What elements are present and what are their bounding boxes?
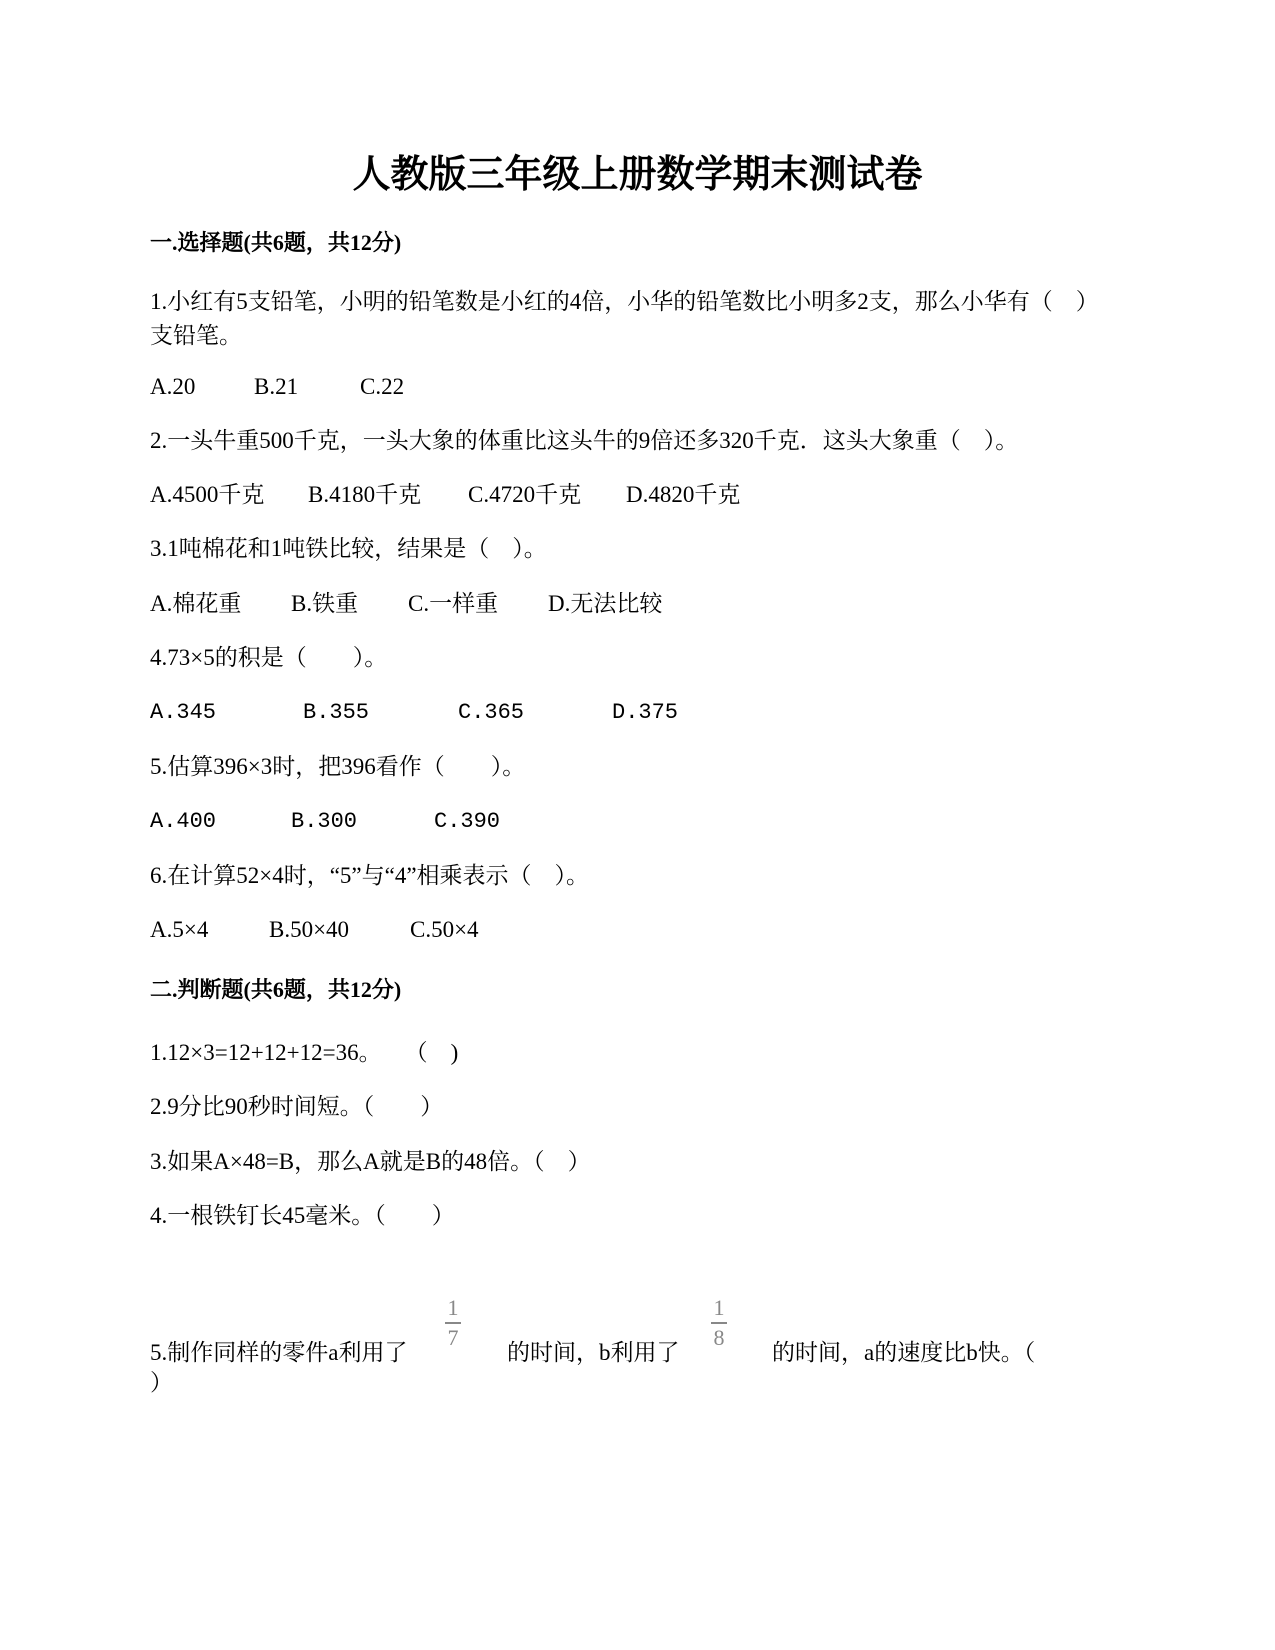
question-2-3: 3.如果A×48=B，那么A就是B的48倍。（ ）	[150, 1149, 591, 1174]
page-title: 人教版三年级上册数学期末测试卷	[352, 154, 923, 196]
question-2-4: 4.一根铁钉长45毫米。（ ）	[150, 1203, 455, 1228]
fraction-denominator: 7	[447, 1325, 459, 1350]
question-1-2: 2.一头牛重500千克，一头大象的体重比这头牛的9倍还多320千克．这头大象重（ ）。	[150, 428, 1019, 453]
question-2-1: 1.12×3=12+12+12=36。 （ )	[150, 1040, 459, 1065]
fraction-denominator: 8	[713, 1325, 725, 1350]
option-b: B.21	[254, 374, 299, 399]
option-a: A.20	[150, 374, 196, 399]
question-1-6: 6.在计算52×4时，“5”与“4”相乘表示（ ）。	[150, 863, 590, 888]
fraction-one-eighth	[709, 1296, 729, 1350]
section-heading-choice: 一.选择题(共6题，共12分)	[150, 230, 402, 255]
fraction-bar	[445, 1322, 461, 1324]
question-1-3: 3.1吨棉花和1吨铁比较，结果是（ ）。	[150, 536, 547, 561]
fraction-numerator: 1	[447, 1295, 459, 1320]
option-c: C.一样重	[408, 591, 499, 616]
question-1-4: 4.73×5的积是（ ）。	[150, 645, 388, 670]
question-text-part2: 的时间，b利用了	[507, 1340, 680, 1365]
option-b: B.300	[291, 809, 358, 834]
option-b: B.4180千克	[308, 482, 422, 507]
option-b: B.355	[303, 700, 370, 725]
option-b: B.铁重	[291, 591, 359, 616]
question-1-1: 1.小红有5支铅笔，小明的铅笔数是小红的4倍，小华的铅笔数比小明多2支，那么小华有（ ）支铅笔。	[150, 289, 1099, 348]
option-c: C.4720千克	[468, 482, 582, 507]
option-c: C.365	[458, 700, 525, 725]
option-d: D.无法比较	[548, 591, 663, 616]
fraction-numerator: 1	[713, 1295, 725, 1320]
section-heading-judgment: 二.判断题(共6题，共12分)	[150, 977, 402, 1002]
option-a: A.345	[150, 700, 217, 725]
option-a: A.400	[150, 809, 217, 834]
option-c: C.50×4	[410, 917, 479, 942]
question-2-2: 2.9分比90秒时间短。（ ）	[150, 1094, 444, 1119]
fraction-one-seventh	[443, 1296, 463, 1350]
option-c: C.390	[434, 809, 501, 834]
option-a: A.棉花重	[150, 591, 242, 616]
option-a: A.5×4	[150, 917, 209, 942]
fraction-bar	[711, 1322, 727, 1324]
question-text-part1: 5.制作同样的零件a利用了	[150, 1340, 408, 1365]
option-d: D.375	[612, 700, 679, 725]
question-text-part4: ）	[150, 1370, 173, 1395]
option-c: C.22	[360, 374, 405, 399]
option-b: B.50×40	[269, 917, 350, 942]
question-1-5: 5.估算396×3时，把396看作（ ）。	[150, 754, 526, 779]
question-text-part3: 的时间，a的速度比b快。（	[772, 1340, 1036, 1365]
option-a: A.4500千克	[150, 482, 265, 507]
option-d: D.4820千克	[626, 482, 741, 507]
